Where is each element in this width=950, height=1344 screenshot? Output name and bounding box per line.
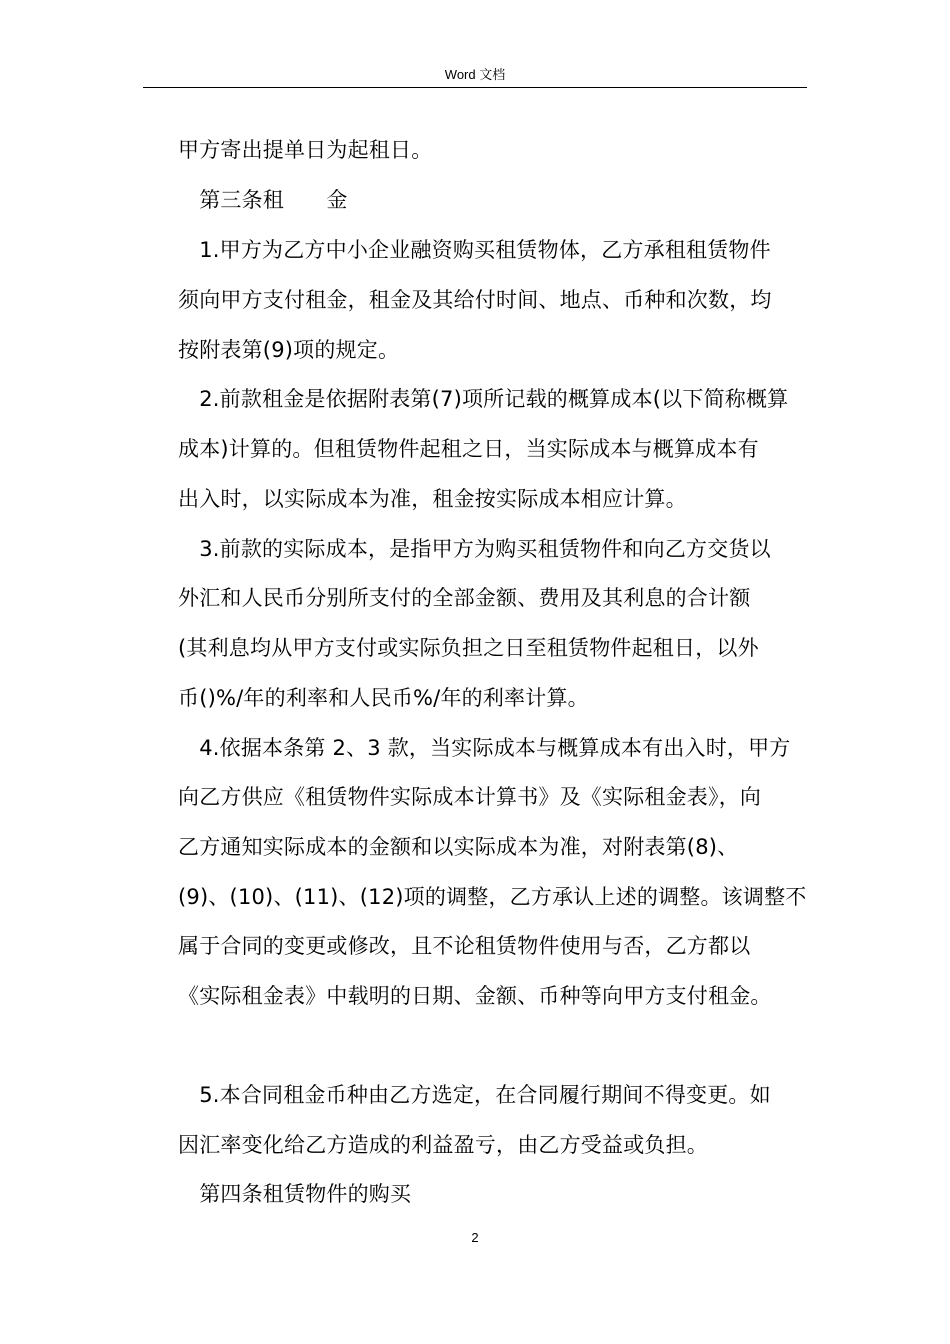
- text-line: 属于合同的变更或修改，且不论租赁物件使用与否，乙方都以: [178, 934, 751, 958]
- text-line: 须向甲方支付租金，租金及其给付时间、地点、币种和次数，均: [178, 288, 772, 312]
- text-line: 外汇和人民币分别所支付的全部金额、费用及其利息的合计额: [178, 586, 751, 610]
- header-label: Word 文档: [444, 67, 506, 82]
- text-line: 币()%/年的利率和人民币%/年的利率计算。: [178, 686, 589, 710]
- section-heading: 第四条租赁物件的购买: [178, 1182, 412, 1206]
- text-line: 3.前款的实际成本，是指甲方为购买租赁物件和向乙方交货以: [178, 537, 771, 561]
- text-line: 《实际租金表》中载明的日期、金额、币种等向甲方支付租金。: [178, 984, 772, 1008]
- text-line: 按附表第(9)项的规定。: [178, 338, 400, 362]
- text-line: (其利息均从甲方支付或实际负担之日至租赁物件起租日，以外: [178, 636, 759, 660]
- text-line: 出入时，以实际成本为准，租金按实际成本相应计算。: [178, 487, 687, 511]
- text-line: 2.前款租金是依据附表第(7)项所记载的概算成本(以下简称概算: [178, 387, 789, 411]
- text-line: (9)、(10)、(11)、(12)项的调整，乙方承认上述的调整。该调整不: [178, 885, 807, 909]
- text-line: 乙方通知实际成本的金额和以实际成本为准，对附表第(8)、: [178, 835, 739, 859]
- text-line: 因汇率变化给乙方造成的利益盈亏，由乙方受益或负担。: [178, 1133, 708, 1157]
- text-line: 1.甲方为乙方中小企业融资购买租赁物体，乙方承租租赁物件: [178, 238, 771, 262]
- text-line: 5.本合同租金币种由乙方选定，在合同履行期间不得变更。如: [178, 1083, 771, 1107]
- section-heading: 第三条租 金: [178, 188, 348, 212]
- page-number: 2: [471, 1230, 479, 1245]
- text-line: 成本)计算的。但租赁物件起租之日，当实际成本与概算成本有: [178, 437, 759, 461]
- header-rule: [143, 87, 807, 88]
- text-line: 甲方寄出提单日为起租日。: [178, 138, 433, 162]
- text-line: 向乙方供应《租赁物件实际成本计算书》及《实际租金表》，向: [178, 785, 762, 809]
- text-line: 4.依据本条第 2、3 款，当实际成本与概算成本有出入时，甲方: [178, 736, 791, 760]
